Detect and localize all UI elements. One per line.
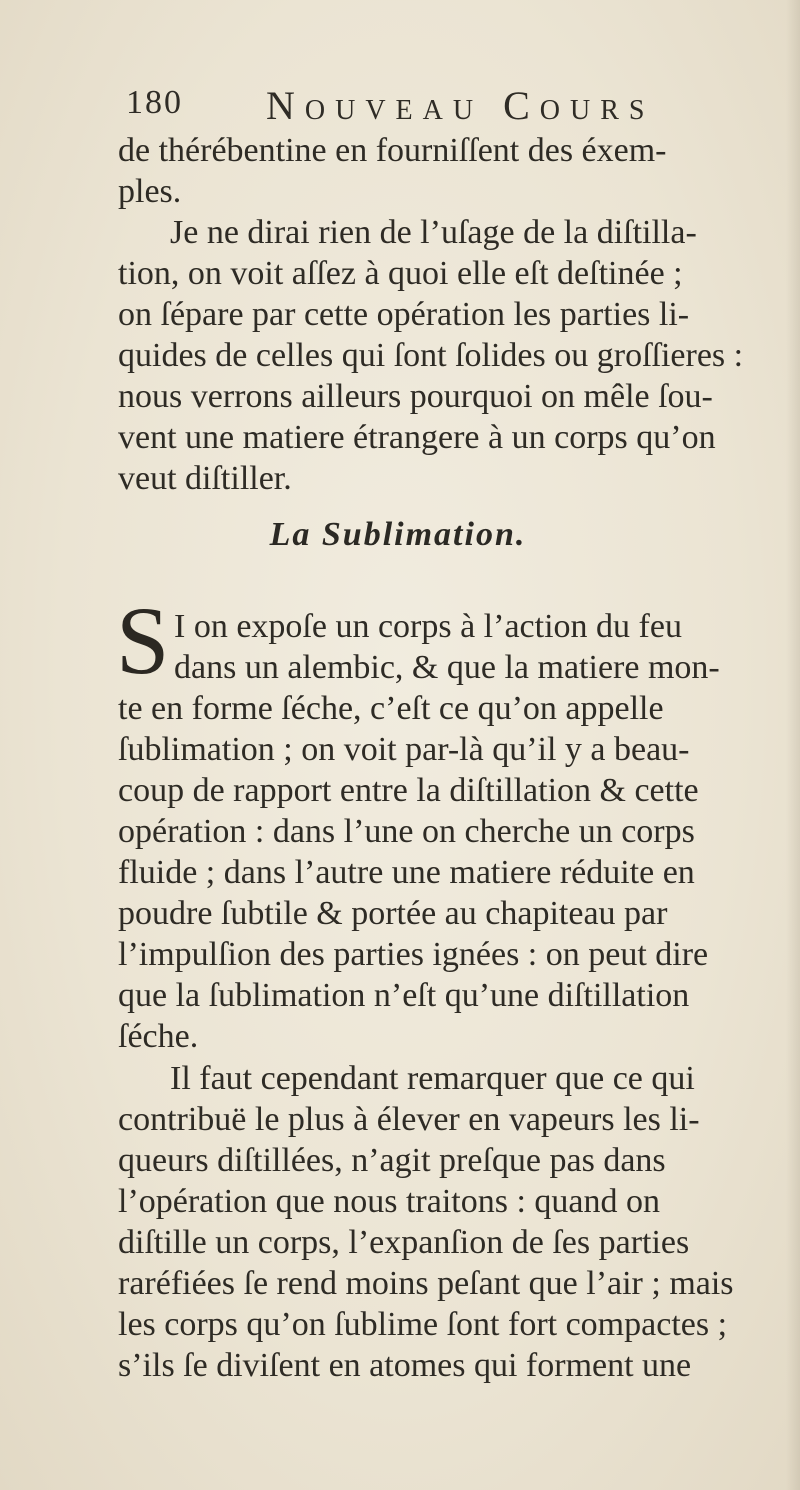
paragraph-sublimation — [118, 606, 758, 1057]
paragraph-remark — [118, 1058, 758, 1386]
text-line: I on expoſe un corps à l’action du feu — [174, 608, 682, 645]
text-line: que la ſublimation n’eſt qu’une diſtillation — [118, 977, 690, 1014]
text-line: on ſépare par cette opération les parties li- — [118, 296, 690, 333]
text-line: queurs diſtillées, n’agit preſque pas dans — [118, 1142, 666, 1179]
text-line: veut diſtiller. — [118, 460, 292, 497]
text-line: fluide ; dans l’autre une matiere réduite en — [118, 854, 695, 891]
paragraph-continuation — [118, 130, 758, 212]
text-line: Je ne dirai rien de l’uſage de la diſtilla- — [170, 214, 697, 251]
text-line: raréfiées ſe rend moins peſant que l’air ; mais — [118, 1265, 734, 1302]
text-line: tion, on voit aſſez à quoi elle eſt deſtinée ; — [118, 255, 683, 292]
text-line: ſéche. — [118, 1018, 199, 1055]
text-line: l’impulſion des parties ignées : on peut dire — [118, 936, 709, 973]
text-line: les corps qu’on ſublime ſont fort compactes ; — [118, 1306, 728, 1343]
page-header — [126, 82, 726, 132]
section-heading: La Sublimation. — [269, 516, 527, 553]
text-line: Il faut cependant remarquer que ce qui — [170, 1060, 695, 1097]
text-line: poudre ſubtile & portée au chapiteau par — [118, 895, 668, 932]
text-line: opération : dans l’une on cherche un corps — [118, 813, 695, 850]
text-line: nous verrons ailleurs pourquoi on mêle ſou- — [118, 378, 713, 415]
page-number: 180 — [126, 84, 183, 121]
text-line: contribuë le plus à élever en vapeurs les li- — [118, 1101, 700, 1138]
text-line: quides de celles qui ſont ſolides ou groſſieres : — [118, 337, 744, 374]
text-line: ſublimation ; on voit par-là qu’il y a beau- — [118, 731, 690, 768]
running-head: Nouveau Cours — [266, 83, 655, 128]
text-line: diſtille un corps, l’expanſion de ſes parties — [118, 1224, 690, 1261]
text-line: s’ils ſe diviſent en atomes qui forment une — [118, 1347, 692, 1384]
text-line: ples. — [118, 173, 182, 210]
text-line: de thérébentine en fourniſſent des éxem- — [118, 132, 667, 169]
page-edge-shadow — [786, 0, 800, 1490]
drop-cap: S — [116, 587, 170, 694]
text-line: dans un alembic, & que la matiere mon- — [174, 649, 720, 686]
text-line: vent une matiere étrangere à un corps qu’on — [118, 419, 716, 456]
text-line: coup de rapport entre la diſtillation & cette — [118, 772, 699, 809]
text-line: te en forme ſéche, c’eſt ce qu’on appelle — [118, 690, 664, 727]
paragraph-distillation — [118, 212, 758, 499]
text-line: l’opération que nous traitons : quand on — [118, 1183, 661, 1220]
